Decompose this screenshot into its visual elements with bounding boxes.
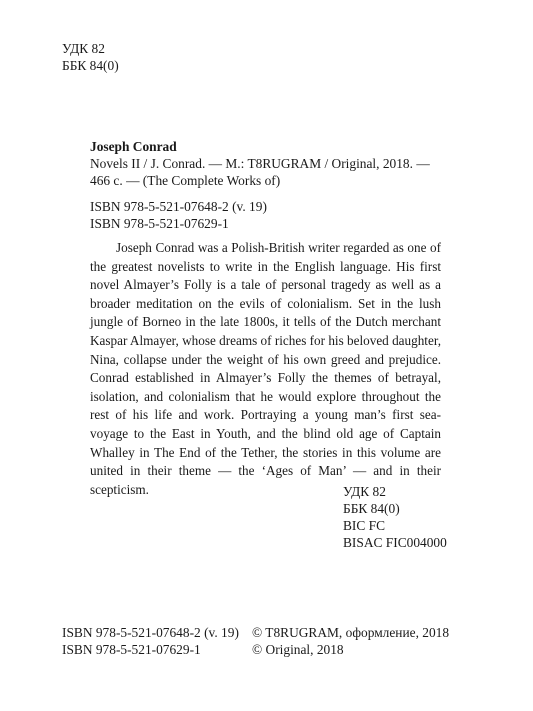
bibliographic-line: Novels II / J. Conrad. — M.: T8RUGRAM / Original, 2018. — <box>90 156 430 171</box>
isbn-set: ISBN 978-5-521-07629-1 <box>62 642 201 657</box>
bibliographic-description <box>90 155 430 189</box>
author-heading: Joseph Conrad <box>90 139 177 154</box>
bisac-code: BISAC FIC004000 <box>343 535 447 550</box>
classification-codes <box>343 483 447 551</box>
bibliographic-line: 466 c. — (The Complete Works of) <box>90 173 281 188</box>
isbn-set: ISBN 978-5-521-07629-1 <box>90 216 229 231</box>
copyright-original: © Original, 2018 <box>252 642 344 657</box>
bic-code: BIC FC <box>343 518 386 533</box>
annotation <box>90 239 441 499</box>
isbn-list <box>90 198 267 232</box>
footer-isbn <box>62 624 239 658</box>
bbk-code: ББК 84(0) <box>343 501 400 516</box>
isbn-volume: ISBN 978-5-521-07648-2 (v. 19) <box>62 625 239 640</box>
bbk-code: ББК 84(0) <box>62 58 119 73</box>
copyright-design: © T8RUGRAM, оформление, 2018 <box>252 625 450 640</box>
isbn-volume: ISBN 978-5-521-07648-2 (v. 19) <box>90 199 267 214</box>
annotation-paragraph: Joseph Conrad was a Polish-British writer regarded as one of the greatest novelists to write in the English language. His first novel Almayer’s Folly is a tale of personal tragedy as well as a broader meditation on the evils of colonialism. Set in the lush jungle of Borneo in the late 1800s, it tells of the Dutch merchant Kaspar Almayer, whose dreams of riches for his beloved daughter, Nina, collapse under the weight of his own greed and prejudice. Conrad established in Almayer’s Folly the themes of betrayal, isolation, and colonialism that he would explore throughout the rest of his life and work. Portraying a young man’s first sea-voyage to the East in Youth, and the blind old age of Captain Whalley in The End of the Tether, the stories in this volume are united in their theme — the ‘Ages of Man’ — and in their scepticism. <box>90 240 441 497</box>
copyright-notice <box>252 624 449 658</box>
top-classification <box>62 40 119 74</box>
udc-code: УДК 82 <box>62 41 105 56</box>
udc-code: УДК 82 <box>343 484 386 499</box>
